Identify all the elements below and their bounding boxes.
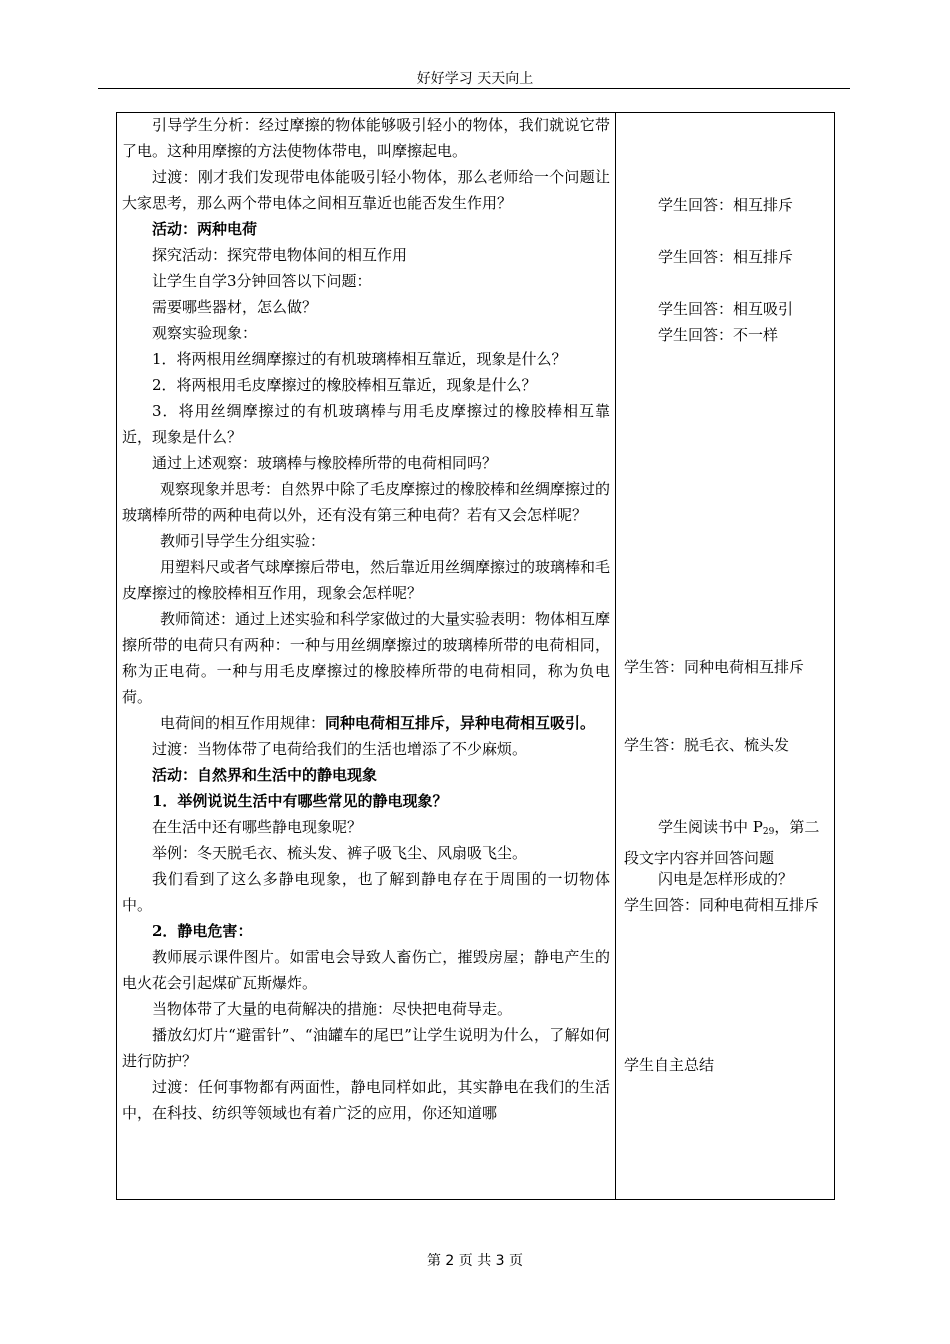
list-item: 3．将用丝绸摩擦过的有机玻璃棒与用毛皮摩擦过的橡胶棒相互靠近，现象是什么？ [122,402,610,446]
section-heading: 活动：两种电荷 [152,220,258,238]
student-response: 学生答：同种电荷相互排斥 [624,658,805,676]
paragraph: 教师简述：通过上述实验和科学家做过的大量实验表明：物体相互摩擦所带的电荷只有两种：一种与用丝绸摩擦过的玻璃棒所带的电荷相同，称为正电荷。一种与用毛皮摩擦过的橡胶棒所带的电荷相同，称为负电荷。 [122,610,611,706]
reading-task: 学生阅读书中 P [658,818,763,836]
student-response: 闪电是怎样形成的？ [658,870,794,888]
paragraph: 在生活中还有哪些静电现象呢？ [152,818,363,836]
paragraph: 观察实验现象： [152,324,258,342]
student-response: 学生回答：相互排斥 [658,248,794,266]
paragraph: 播放幻灯片“避雷针”、“油罐车的尾巴”让学生说明为什么，了解如何进行防护？ [122,1026,610,1070]
paragraph: 我们看到了这么多静电现象，也了解到静电存在于周围的一切物体中。 [122,870,610,914]
student-response: 学生回答：相互吸引 [658,300,794,318]
column-divider [615,112,616,1200]
paragraph: 通过上述观察：玻璃棒与橡胶棒所带的电荷相同吗？ [152,454,498,472]
paragraph: 过渡：任何事物都有两面性，静电同样如此，其实静电在我们的生活中，在科技、纺织等领域也有着广泛的应用，你还知道哪 [122,1078,610,1122]
student-response: 学生回答：不一样 [658,326,779,344]
page-header: 好好学习 天天向上 [416,71,534,87]
student-response: 学生答：脱毛衣、梳头发 [624,736,790,754]
paragraph: 过渡：刚才我们发现带电体能吸引轻小物体，那么老师给一个问题让大家思考，那么两个带电体之间相互靠近也能否发生作用？ [122,168,610,212]
paragraph: 探究活动：探究带电物体间的相互作用 [152,246,408,264]
page-footer: 第 2 页 共 3 页 [426,1253,524,1269]
paragraph: 举例：冬天脱毛衣、梳头发、裤子吸飞尘、风扇吸飞尘。 [152,844,528,862]
list-item: 2．将两根用毛皮摩擦过的橡胶棒相互靠近，现象是什么？ [152,376,537,394]
paragraph: 用塑料尺或者气球摩擦后带电，然后靠近用丝绸摩擦过的玻璃棒和毛皮摩擦过的橡胶棒相互作用，现象会怎样呢？ [122,558,611,602]
paragraph: 教师引导学生分组实验： [160,532,326,550]
paragraph: 当物体带了大量的电荷解决的措施：尽快把电荷导走。 [152,1000,513,1018]
paragraph [122,710,610,736]
paragraph: 引导学生分析：经过摩擦的物体能够吸引轻小的物体，我们就说它带了电。这种用摩擦的方法使物体带电，叫摩擦起电。 [122,116,610,160]
list-item: 2．静电危害： [152,922,253,940]
header-rule [98,88,850,89]
student-response: 学生回答：同种电荷相互排斥 [624,896,820,914]
paragraph: 让学生自学3分钟回答以下问题： [152,272,372,290]
paragraph: 过渡：当物体带了电荷给我们的生活也增添了不少麻烦。 [152,740,528,758]
student-response [624,814,827,871]
reading-task-rest: ，第二段文字内容并回答问题 [624,818,820,867]
paragraph: 观察现象并思考：自然界中除了毛皮摩擦过的橡胶棒和丝绸摩擦过的玻璃棒所带的两种电荷以外，还有没有第三种电荷？若有又会怎样呢？ [122,480,611,524]
rule-statement: 同种电荷相互排斥，异种电荷相互吸引。 [325,714,596,732]
list-item: 1．举例说说生活中有哪些常见的静电现象？ [152,792,448,810]
student-response: 学生回答：相互排斥 [658,196,794,214]
list-item: 1．将两根用丝绸摩擦过的有机玻璃棒相互靠近，现象是什么？ [152,350,567,368]
student-response: 学生自主总结 [624,1056,715,1074]
section-heading: 活动：自然界和生活中的静电现象 [152,766,378,784]
rule-intro: 电荷间的相互作用规律： [160,714,326,732]
paragraph: 教师展示课件图片。如雷电会导致人畜伤亡，摧毁房屋；静电产生的电火花会引起煤矿瓦斯爆炸。 [122,948,610,992]
page-number-subscript: 29 [762,827,775,837]
paragraph: 需要哪些器材，怎么做？ [152,298,318,316]
teacher-activity-column [122,112,610,1126]
